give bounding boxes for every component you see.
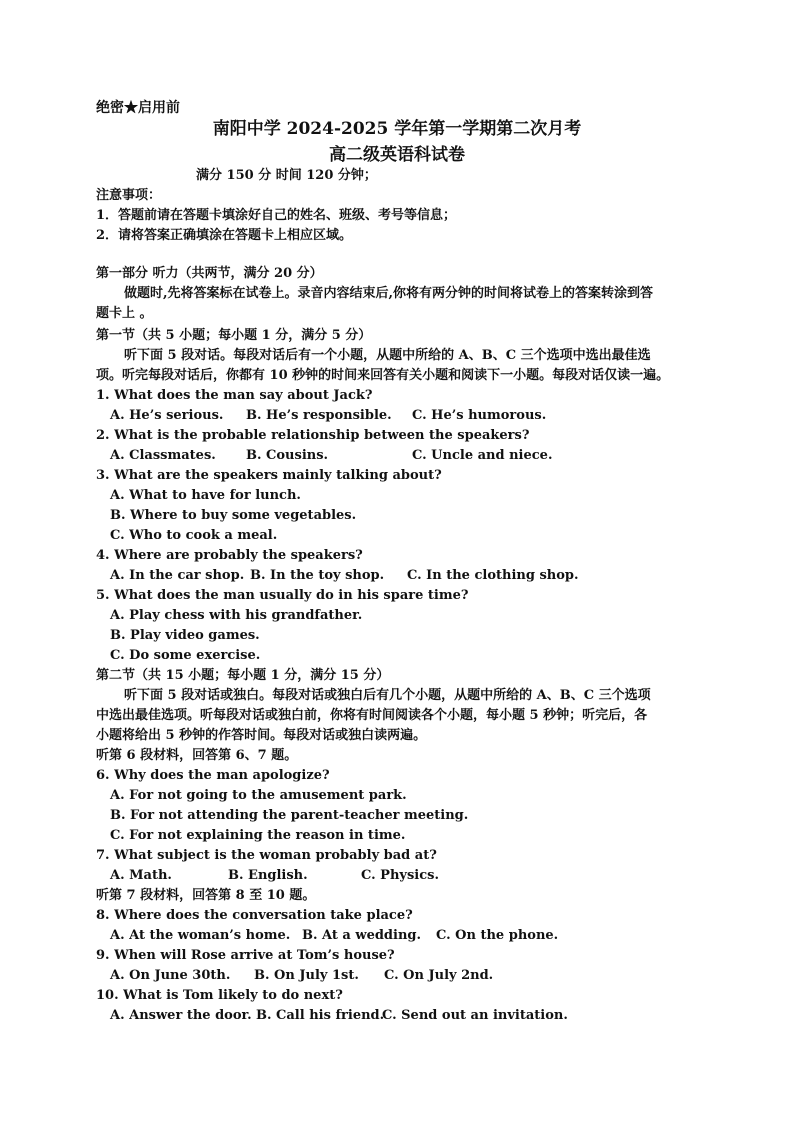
material-6-label: 听第 6 段材料，回答第 6、7 题。 — [96, 748, 298, 763]
section1-instructions: 项。听完每段对话后，你都有 10 秒钟的时间来回答有关小题和阅读下一小题。每段对话仅读一遍。 — [96, 368, 670, 383]
option-c: C. Physics. — [361, 868, 439, 883]
question-9: 9. When will Rose arrive at Tom’s house? — [96, 948, 395, 963]
option-a: A. He’s serious. — [110, 408, 224, 423]
question-4: 4. Where are probably the speakers? — [96, 548, 363, 563]
confidential-label: 绝密★启用前 — [96, 100, 180, 116]
option-c: C. He’s humorous. — [412, 408, 547, 423]
question-8: 8. Where does the conversation take place? — [96, 908, 413, 923]
question-2: 2. What is the probable relationship between the speakers? — [96, 428, 530, 443]
option-b: B. English. — [228, 868, 308, 883]
option-b: B. Play video games. — [110, 628, 260, 643]
option-b: B. Cousins. — [246, 448, 329, 463]
question-1: 1. What does the man say about Jack? — [96, 388, 373, 403]
section2-instructions: 小题将给出 5 秒钟的作答时间。每段对话或独白读两遍。 — [96, 728, 427, 743]
option-c: C. Uncle and niece. — [412, 448, 553, 463]
option-a: A. Math. — [110, 868, 172, 883]
part1-intro: 题卡上 。 — [96, 306, 153, 321]
option-a: A. What to have for lunch. — [110, 488, 301, 503]
option-c: C. Who to cook a meal. — [110, 528, 278, 543]
option-c: C. In the clothing shop. — [407, 568, 579, 583]
option-c: C. Do some exercise. — [110, 648, 261, 663]
option-a: A. For not going to the amusement park. — [110, 788, 407, 803]
option-a: A. At the woman’s home. — [110, 928, 291, 943]
section2-instructions: 听下面 5 段对话或独白。每段对话或独白后有几个小题，从题中所给的 A、B、C 三个选项 — [124, 688, 651, 703]
option-b: B. Where to buy some vegetables. — [110, 508, 357, 523]
option-a: A. Answer the door. — [110, 1008, 252, 1023]
material-7-label: 听第 7 段材料，回答第 8 至 10 题。 — [96, 888, 316, 903]
question-7: 7. What subject is the woman probably bad at? — [96, 848, 437, 863]
question-10: 10. What is Tom likely to do next? — [96, 988, 343, 1003]
question-6: 6. Why does the man apologize? — [96, 768, 330, 783]
option-c: C. On the phone. — [436, 928, 559, 943]
notes-item: 1．答题前请在答题卡填涂好自己的姓名、班级、考号等信息； — [96, 208, 457, 223]
part1-intro: 做题时,先将答案标在试卷上。录音内容结束后,你将有两分钟的时间将试卷上的答案转涂到答 — [124, 286, 654, 301]
option-a: A. On June 30th. — [110, 968, 231, 983]
option-b: B. On July 1st. — [254, 968, 359, 983]
option-c: C. Send out an invitation. — [382, 1008, 568, 1023]
exam-title: 南阳中学 2024-2025 学年第一学期第二次月考 — [212, 119, 582, 139]
part1-heading: 第一部分 听力（共两节，满分 20 分） — [96, 266, 323, 281]
section2-heading: 第二节（共 15 小题；每小题 1 分，满分 15 分） — [96, 668, 390, 683]
option-b: B. In the toy shop. — [250, 568, 385, 583]
option-c: C. For not explaining the reason in time. — [110, 828, 406, 843]
option-b: B. He’s responsible. — [246, 408, 392, 423]
question-5: 5. What does the man usually do in his spare time? — [96, 588, 469, 603]
exam-subtitle: 高二级英语科试卷 — [329, 145, 465, 165]
option-a: A. Play chess with his grandfather. — [110, 608, 363, 623]
section2-instructions: 中选出最佳选项。听每段对话或独白前，你将有时间阅读各个小题，每小题 5 秒钟；听完后，各 — [96, 708, 648, 723]
option-b: B. For not attending the parent-teacher meeting. — [110, 808, 469, 823]
option-c: C. On July 2nd. — [384, 968, 494, 983]
question-3: 3. What are the speakers mainly talking about? — [96, 468, 442, 483]
section1-heading: 第一节（共 5 小题；每小题 1 分，满分 5 分） — [96, 328, 372, 343]
option-b: B. At a wedding. — [302, 928, 422, 943]
score-time: 满分 150 分 时间 120 分钟； — [196, 168, 377, 183]
notes-heading: 注意事项： — [96, 188, 162, 203]
option-a: A. In the car shop. — [110, 568, 245, 583]
notes-item: 2．请将答案正确填涂在答题卡上相应区域。 — [96, 228, 353, 243]
option-b: B. Call his friend. — [256, 1008, 385, 1023]
option-a: A. Classmates. — [110, 448, 216, 463]
section1-instructions: 听下面 5 段对话。每段对话后有一个小题，从题中所给的 A、B、C 三个选项中选出最佳选 — [124, 348, 651, 363]
